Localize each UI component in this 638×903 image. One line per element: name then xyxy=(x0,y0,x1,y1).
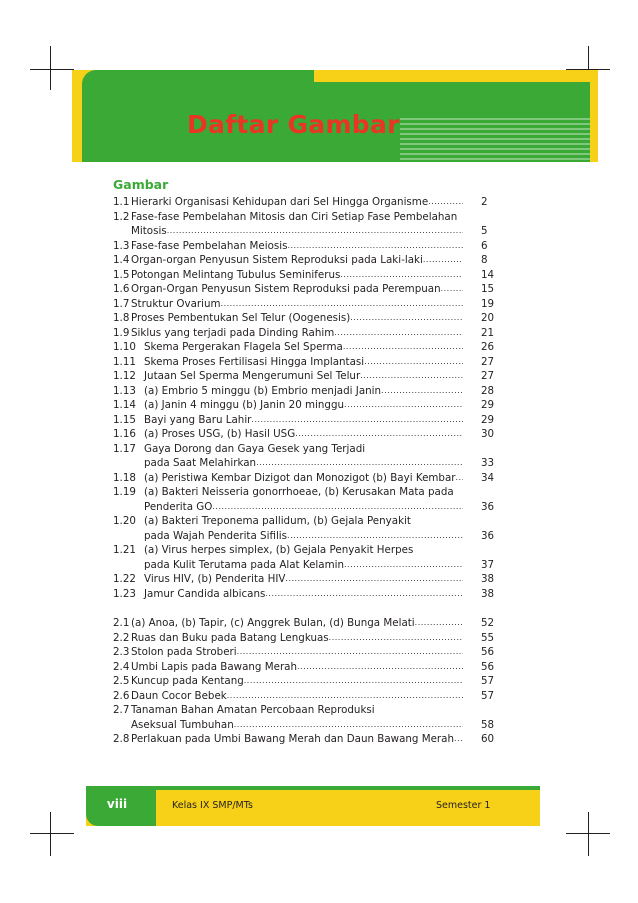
dot-leader xyxy=(251,413,463,428)
dot-leader xyxy=(334,326,463,341)
dot-leader xyxy=(221,297,463,312)
figure-title: Umbi Lapis pada Bawang Merah ..... xyxy=(131,660,463,675)
figure-title: pada Wajah Penderita Sifilis ..... xyxy=(144,529,463,544)
figure-number: 2.7 xyxy=(113,704,130,716)
figure-entry-line xyxy=(113,500,493,515)
dot-leader xyxy=(295,427,463,442)
figure-number: 1.18 xyxy=(113,471,136,484)
page-reference: 21 xyxy=(481,326,495,339)
crop-mark xyxy=(50,46,51,90)
figure-entry-line xyxy=(113,674,493,689)
figure-title: Penderita GO ..... xyxy=(144,500,463,515)
figure-entry-line xyxy=(113,543,493,558)
figure-title: Proses Pembentukan Sel Telur (Oogenesis) ..... xyxy=(131,311,463,326)
page-reference: 34 xyxy=(481,471,495,484)
page-reference: 6 xyxy=(481,239,488,252)
page-reference: 14 xyxy=(481,268,495,281)
page-reference: 5 xyxy=(481,225,488,237)
figure-number: 1.14 xyxy=(113,399,136,411)
page-reference: 29 xyxy=(481,413,495,426)
figure-title: Daun Cocor Bebek ..... xyxy=(131,689,463,704)
dot-leader xyxy=(340,268,463,283)
figure-entry-line xyxy=(113,514,493,529)
page-reference: 37 xyxy=(481,558,495,571)
page-reference: 60 xyxy=(481,733,495,745)
figure-title: Jutaan Sel Sperma Mengerumuni Sel Telur ..... xyxy=(144,369,463,384)
page-reference: 27 xyxy=(481,355,495,368)
figure-title: Mitosis ..... xyxy=(131,224,463,239)
figure-title: (a) Embrio 5 minggu (b) Embrio menjadi Janin ..... xyxy=(144,384,463,399)
page-reference: 56 xyxy=(481,660,495,673)
figure-entry-line xyxy=(113,210,493,225)
page-number: viii xyxy=(106,797,128,811)
dot-leader xyxy=(344,558,463,573)
figure-number: 1.10 xyxy=(113,341,136,353)
dot-leader xyxy=(456,471,463,486)
dot-leader xyxy=(234,718,463,733)
dot-leader xyxy=(454,732,463,747)
dot-leader xyxy=(297,660,463,675)
figure-number: 1.2 xyxy=(113,210,130,223)
figure-number: 1.19 xyxy=(113,486,136,498)
figure-number: 2.8 xyxy=(113,733,130,745)
figure-entry-line xyxy=(113,340,493,355)
dot-leader xyxy=(227,689,463,704)
figure-title: (a) Peristiwa Kembar Dizigot dan Monozigot (b) Bayi Kembar ..... xyxy=(144,471,463,486)
dot-leader xyxy=(167,224,463,239)
figure-number: 1.16 xyxy=(113,428,136,440)
dot-leader xyxy=(237,645,463,660)
page-reference: 52 xyxy=(481,617,495,629)
figure-number: 2.6 xyxy=(113,689,130,702)
page-reference: 28 xyxy=(481,384,495,397)
figure-number: 1.3 xyxy=(113,239,130,252)
dot-leader xyxy=(329,631,463,646)
page-reference: 27 xyxy=(481,370,495,382)
figure-entry-line xyxy=(113,326,493,341)
figure-number: 1.1 xyxy=(113,196,130,208)
dot-leader xyxy=(287,239,463,254)
footer-semester-label: Semester 1 xyxy=(436,800,491,811)
figure-entry-line xyxy=(113,732,493,747)
figure-entry-line xyxy=(113,587,493,602)
figure-entry-line xyxy=(113,558,493,573)
figure-title: Fase-fase Pembelahan Meiosis ..... xyxy=(131,239,463,254)
figure-entry-line xyxy=(113,297,493,312)
header-stripe-pattern xyxy=(400,118,590,162)
figure-title: Fase-fase Pembelahan Mitosis dan Ciri Setiap Fase Pembelahan xyxy=(131,210,458,223)
dot-leader xyxy=(441,282,463,297)
page-reference: 29 xyxy=(481,399,495,411)
figure-title: Organ-Organ Penyusun Sistem Reproduksi pada Perempuan ..... xyxy=(131,282,463,297)
figure-number: 1.11 xyxy=(113,355,136,368)
page-reference: 33 xyxy=(481,457,495,469)
figure-title: Struktur Ovarium ..... xyxy=(131,297,463,312)
figure-number: 1.7 xyxy=(113,297,130,310)
figure-number: 1.9 xyxy=(113,326,130,339)
figure-title: Skema Pergerakan Flagela Sel Sperma ..... xyxy=(144,340,463,355)
figure-entry-line xyxy=(113,311,493,326)
crop-mark xyxy=(50,812,51,856)
figure-entry-line xyxy=(113,616,493,631)
figure-title: Potongan Melintang Tubulus Seminiferus ..... xyxy=(131,268,463,283)
figure-number: 2.5 xyxy=(113,675,130,687)
page-reference: 2 xyxy=(481,196,488,208)
figure-number: 1.22 xyxy=(113,573,136,585)
figure-entry-line xyxy=(113,456,493,471)
figure-title: Virus HIV, (b) Penderita HIV ..... xyxy=(144,572,463,587)
figure-number: 1.12 xyxy=(113,370,136,382)
footer-class-label: Kelas IX SMP/MTs xyxy=(172,800,253,811)
figure-title: Hierarki Organisasi Kehidupan dari Sel Hingga Organisme ..... xyxy=(131,195,463,210)
figure-title: (a) Janin 4 minggu (b) Janin 20 minggu ..... xyxy=(144,398,463,413)
page-reference: 55 xyxy=(481,631,495,644)
figure-number: 1.21 xyxy=(113,544,136,556)
figure-entry-line xyxy=(113,529,493,544)
figure-number: 1.8 xyxy=(113,312,130,324)
page-reference: 38 xyxy=(481,587,495,600)
figure-number: 2.3 xyxy=(113,646,130,658)
figure-number: 2.4 xyxy=(113,660,130,673)
figure-title: (a) Proses USG, (b) Hasil USG ..... xyxy=(144,427,463,442)
figure-title: pada Saat Melahirkan ..... xyxy=(144,456,463,471)
figure-entry-line xyxy=(113,398,493,413)
figure-entry-line xyxy=(113,195,493,210)
page-reference: 19 xyxy=(481,297,495,310)
figure-number: 1.15 xyxy=(113,413,136,426)
figure-number: 1.20 xyxy=(113,515,136,527)
dot-leader xyxy=(256,456,463,471)
figure-title: (a) Bakteri Neisseria gonorrhoeae, (b) Kerusakan Mata pada xyxy=(144,486,454,498)
figure-title: Perlakuan pada Umbi Bawang Merah dan Daun Bawang Merah ..... xyxy=(131,732,463,747)
dot-leader xyxy=(364,355,463,370)
section-label: Gambar xyxy=(113,177,169,192)
page-reference: 56 xyxy=(481,646,495,658)
figure-entry-line xyxy=(113,703,493,718)
figure-number: 2.2 xyxy=(113,631,130,644)
figure-number: 1.13 xyxy=(113,384,136,397)
figure-entry-line xyxy=(113,239,493,254)
figure-title: Stolon pada Stroberi ..... xyxy=(131,645,463,660)
figure-title: (a) Anoa, (b) Tapir, (c) Anggrek Bulan, (d) Bunga Melati ..... xyxy=(131,616,463,631)
page-reference: 36 xyxy=(481,500,495,513)
figure-title: (a) Bakteri Treponema pallidum, (b) Gejala Penyakit xyxy=(144,515,411,527)
figure-title: Organ-organ Penyusun Sistem Reproduksi pada Laki-laki ..... xyxy=(131,253,463,268)
figure-title: Kuncup pada Kentang ..... xyxy=(131,674,463,689)
figure-entry-line xyxy=(113,631,493,646)
figure-entry-line xyxy=(113,660,493,675)
dot-leader xyxy=(343,340,463,355)
page-reference: 20 xyxy=(481,312,495,324)
figure-title: Gaya Dorong dan Gaya Gesek yang Terjadi xyxy=(144,442,366,455)
dot-leader xyxy=(423,253,463,268)
figure-number: 1.23 xyxy=(113,587,136,600)
figure-entry-line xyxy=(113,355,493,370)
figure-entry-line xyxy=(113,442,493,457)
figure-entry-line xyxy=(113,224,493,239)
page-reference: 57 xyxy=(481,689,495,702)
dot-leader xyxy=(285,572,463,587)
page-reference: 26 xyxy=(481,341,495,353)
figure-entry-line xyxy=(113,471,493,486)
figure-entry-line xyxy=(113,718,493,733)
figure-title: Jamur Candida albicans ..... xyxy=(144,587,463,602)
crop-mark xyxy=(30,69,74,70)
figure-title: Siklus yang terjadi pada Dinding Rahim ..... xyxy=(131,326,463,341)
crop-mark xyxy=(566,833,610,834)
page-reference: 30 xyxy=(481,428,495,440)
figure-number: 1.6 xyxy=(113,283,130,295)
figure-entry-line xyxy=(113,645,493,660)
figure-entry-line xyxy=(113,689,493,704)
dot-leader xyxy=(360,369,463,384)
figure-entry-line xyxy=(113,369,493,384)
figure-entry-line xyxy=(113,282,493,297)
dot-leader xyxy=(265,587,463,602)
dot-leader xyxy=(212,500,463,515)
dot-leader xyxy=(428,195,463,210)
figure-entry-line xyxy=(113,427,493,442)
figure-entry-line xyxy=(113,413,493,428)
figure-title: Bayi yang Baru Lahir ..... xyxy=(144,413,463,428)
page-title: Daftar Gambar xyxy=(187,110,400,139)
footer-green-strip xyxy=(156,786,540,790)
page-reference: 36 xyxy=(481,529,495,542)
figure-entry-line xyxy=(113,572,493,587)
figure-entry-line xyxy=(113,384,493,399)
figure-title: Tanaman Bahan Amatan Percobaan Reproduksi xyxy=(131,704,375,716)
crop-mark xyxy=(588,812,589,856)
page-reference: 15 xyxy=(481,283,495,295)
page-reference: 38 xyxy=(481,573,495,585)
figure-title: Aseksual Tumbuhan ..... xyxy=(131,718,463,733)
figure-number: 1.5 xyxy=(113,268,130,281)
figure-entry-line xyxy=(113,485,493,500)
dot-leader xyxy=(415,616,463,631)
dot-leader xyxy=(244,674,463,689)
figure-entry-line xyxy=(113,253,493,268)
page-reference: 57 xyxy=(481,675,495,687)
page-reference: 8 xyxy=(481,254,488,266)
dot-leader xyxy=(287,529,463,544)
dot-leader xyxy=(350,311,463,326)
figure-entry-line xyxy=(113,268,493,283)
dot-leader xyxy=(381,384,463,399)
figure-number: 2.1 xyxy=(113,617,130,629)
crop-mark xyxy=(30,833,74,834)
figure-title: Skema Proses Fertilisasi Hingga Implantasi ..... xyxy=(144,355,463,370)
figure-number: 1.4 xyxy=(113,254,130,266)
figure-title: Ruas dan Buku pada Batang Lengkuas ..... xyxy=(131,631,463,646)
figure-number: 1.17 xyxy=(113,442,136,455)
page-reference: 58 xyxy=(481,718,495,731)
dot-leader xyxy=(344,398,463,413)
figure-title: pada Kulit Terutama pada Alat Kelamin ..... xyxy=(144,558,463,573)
figure-title: (a) Virus herpes simplex, (b) Gejala Penyakit Herpes xyxy=(144,544,414,556)
figure-list-chapter-1 xyxy=(113,195,493,601)
figure-list-chapter-2 xyxy=(113,616,493,747)
